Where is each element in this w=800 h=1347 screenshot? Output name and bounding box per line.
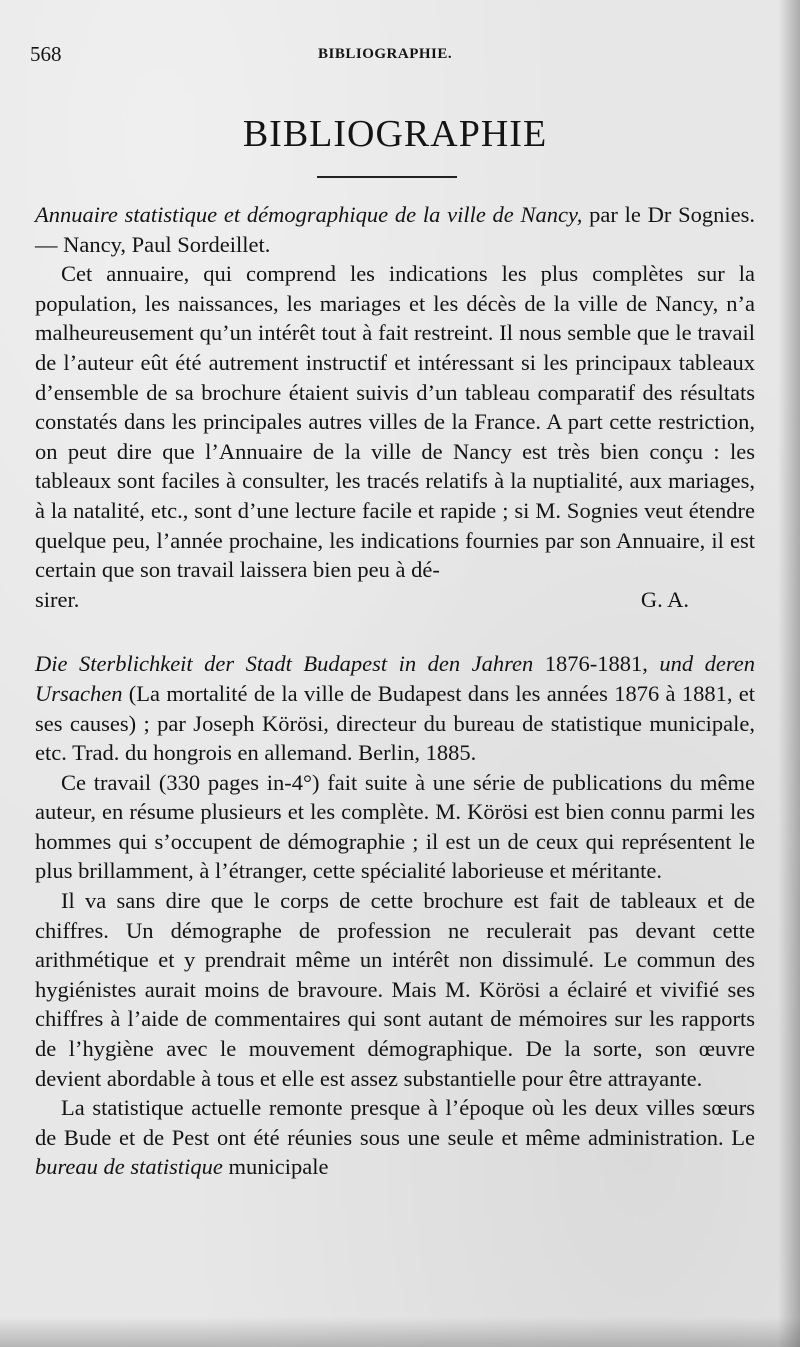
review-1-work-details: par le Dr Sognies. — Nancy, Paul Sordeillet. <box>35 202 755 257</box>
review-2-work-years: 1876-1881, <box>533 651 660 677</box>
review-2-paragraph-3 <box>35 1093 755 1182</box>
running-title: BIBLIOGRAPHIE. <box>318 46 453 62</box>
review-2-paragraph-3-text: La statistique actuelle remonte presque à l’époque où les deux villes sœurs de Bude et de Pest ont été réunies sous une seule et même administration. Le <box>35 1095 755 1150</box>
review-1-body: Cet annuaire, qui comprend les indications les plus complètes sur la population, les naissances, les mariages et les décès de la ville de Nancy, n’a malheureusement qu’un intérêt tout à fait restreint. Il nous semble que le travail de l’auteur eût été autrement instructif et intéressant si les principaux tableaux d’ensemble de sa brochure étaient suivis d’un tableau comparatif des résultats constatés dans les principales autres villes de la France. A part cette restriction, on peut dire que l’Annuaire de la ville de Nancy est très bien conçu : les tableaux sont faciles à consulter, les tracés relatifs à la nuptialité, aux mariages, à la natalité, etc., sont d’une lecture facile et rapide ; si M. Sognies veut étendre quelque peu, l’année prochaine, les indications fournies par son Annuaire, il est certain que son travail laissera bien peu à dé- <box>35 261 755 583</box>
page-number: 568 <box>30 42 62 66</box>
review-separator <box>35 614 755 649</box>
page-bottom-shadow <box>0 1317 800 1347</box>
page-edge-shadow <box>778 0 800 1347</box>
section-title: BIBLIOGRAPHIE <box>242 113 548 155</box>
review-1-closing-word: sirer. <box>35 586 80 612</box>
review-1-work-title: Annuaire statistique et démographique de la ville de Nancy, <box>35 202 583 227</box>
title-rule <box>317 176 457 178</box>
running-header <box>30 42 770 70</box>
page-text <box>35 200 755 1182</box>
review-2-paragraph-2: Il va sans dire que le corps de cette brochure est fait de tableaux et de chiffres. Un démographe de profession ne reculerait pas devant cette arithmétique et y prendrait même un intérêt non dissimulé. Le commun des hygiénistes aurait moins de bravoure. Mais M. Körösi a éclairé et vivifié ses chiffres à l’aide de commentaires qui sont autant de mémoires sur les rapports de l’hygiène avec le mouvement démographique. De la sorte, son œuvre devient abordable à tous et elle est assez substantielle pour être attrayante. <box>35 888 755 1091</box>
review-2-paragraph-3-italic: bureau de statistique <box>35 1154 223 1180</box>
review-1-signature: G. A. <box>640 586 689 612</box>
review-2-work-details: (La mortalité de la ville de Budapest dans les années 1876 à 1881, et ses causes) ; par Joseph Körösi, directeur du bureau de statistique municipale, etc. Trad. du hongrois en allemand. Berlin, 1885. <box>35 680 755 766</box>
review-2-paragraph-1: Ce travail (330 pages in-4°) fait suite à une série de publications du même auteur, en résume plusieurs et les complète. M. Körösi est bien connu parmi les hommes qui s’occupent de démographie ; il est un de ceux qui représentent le plus brillamment, à l’étranger, cette spécialité laborieuse et méritante. <box>35 769 755 884</box>
review-1-citation <box>35 200 755 259</box>
review-2-work-title-end: und deren Ursachen <box>35 651 755 706</box>
review-2-work-title: Die Sterblichkeit der Stadt Budapest in den Jahren <box>35 651 534 677</box>
review-2-paragraph-3-end: municipale <box>222 1154 329 1180</box>
review-2-citation <box>35 649 755 767</box>
review-1-closing-line <box>35 585 755 615</box>
